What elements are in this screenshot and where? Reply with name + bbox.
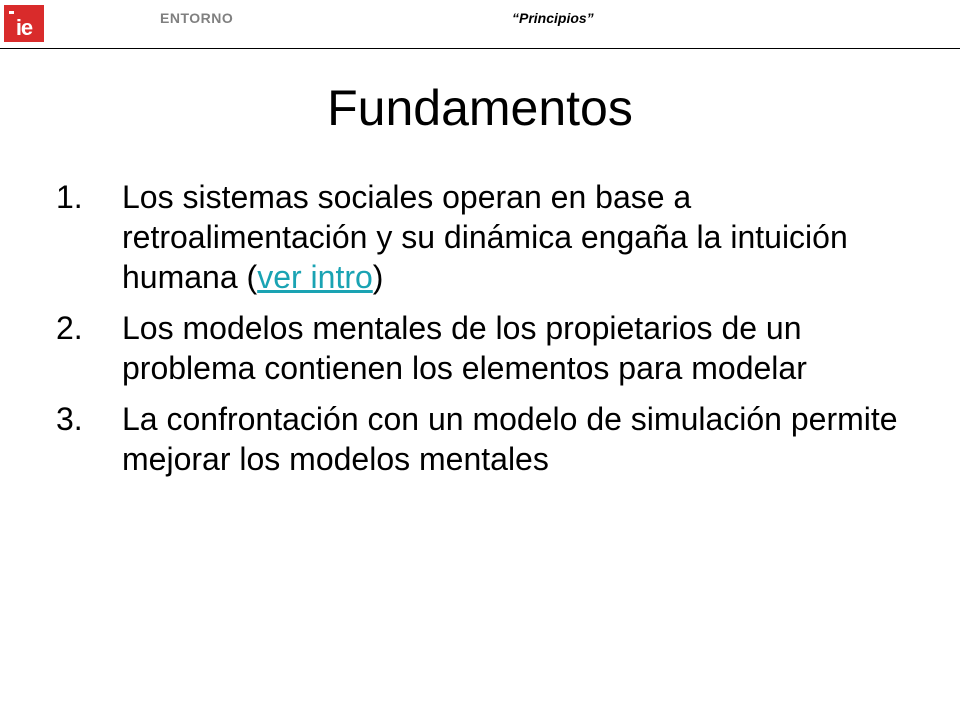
slide-header <box>0 0 960 48</box>
topic-label: “Principios” <box>512 10 594 26</box>
item-number: 3. <box>56 401 83 437</box>
list-item <box>56 399 936 479</box>
item-text: La confrontación con un modelo de simulación permite mejorar los modelos mentales <box>122 401 898 477</box>
ver-intro-link[interactable]: ver intro <box>257 259 373 295</box>
item-text: Los sistemas sociales operan en base a retroalimentación y su dinámica engaña la intuición humana ( <box>122 179 848 295</box>
section-label: ENTORNO <box>160 10 234 26</box>
logo-mark <box>9 11 14 14</box>
ie-logo <box>4 5 44 42</box>
header-divider <box>0 48 960 49</box>
item-text-closing: ) <box>372 259 384 295</box>
item-number: 1. <box>56 179 83 215</box>
list-item <box>56 177 936 297</box>
slide-title: Fundamentos <box>327 80 633 136</box>
principles-list <box>56 177 936 490</box>
logo-text: ie <box>15 15 33 40</box>
list-item <box>56 308 936 388</box>
item-text: Los modelos mentales de los propietarios de un problema contienen los elementos para modelar <box>122 310 807 386</box>
item-number: 2. <box>56 310 83 346</box>
